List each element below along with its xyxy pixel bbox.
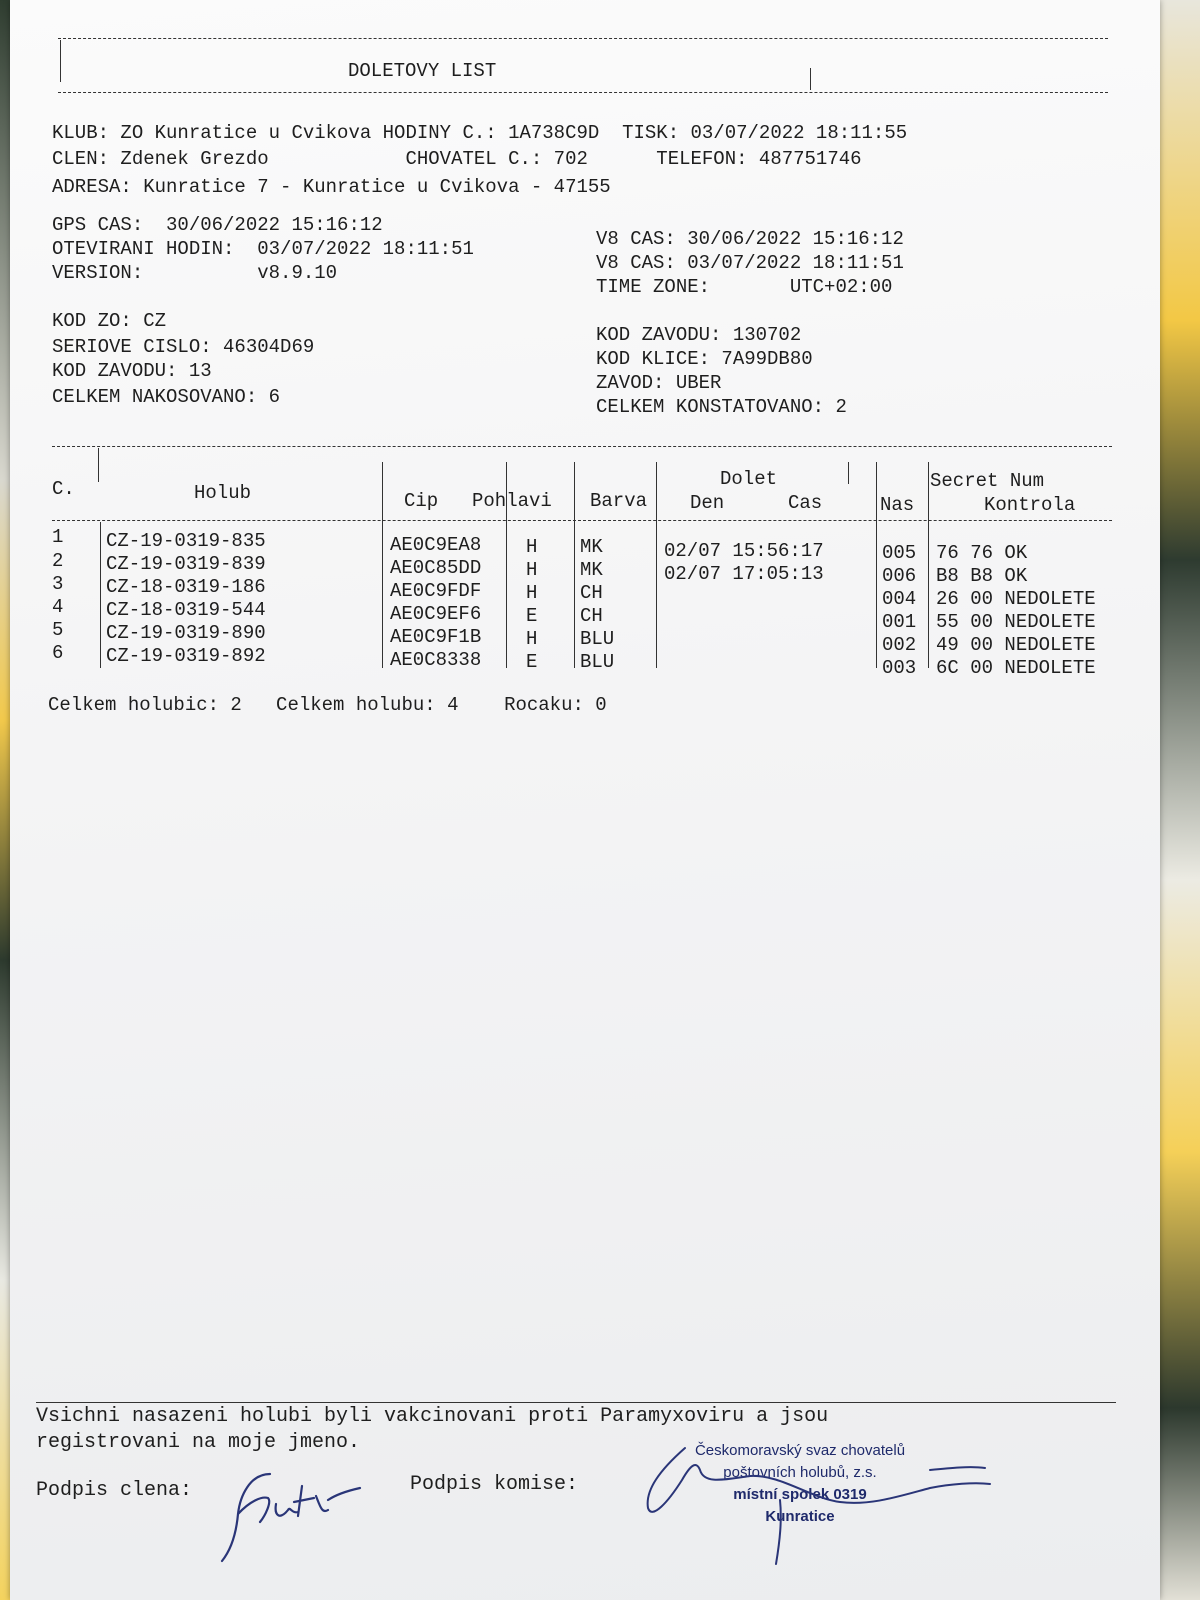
row-nas: 004 [882,588,917,610]
vaccination-statement-1: Vsichni nasazeni holubi byli vakcinovani proti Paramyxoviru a jsou [36,1405,829,1428]
commission-signature [630,1440,1030,1570]
time-zone: TIME ZONE: UTC+02:00 [596,276,893,298]
gps-cas: GPS CAS: 30/06/2022 15:16:12 [52,214,383,236]
stamp-line-3: místní spolek 0319 [733,1486,867,1503]
col-line-dolet [876,462,877,668]
paper-sheet [10,0,1160,1600]
zavod: ZAVOD: UBER [596,372,722,394]
header-cas: Cas [788,492,823,514]
col-line-holub [382,462,383,668]
header-pohlavi: Pohlavi [472,490,552,512]
row-dolet: 02/07 17:05:13 [664,563,824,585]
celkem-nakosovano: CELKEM NAKOSOVANO: 6 [52,386,281,408]
title-border-mark [810,68,811,90]
podpis-komise-label: Podpis komise: [410,1473,579,1496]
row-secret: 6C 00 NEDOLETE [936,657,1096,679]
kod-zavodu-right: KOD ZAVODU: 130702 [596,324,802,346]
row-nas: 002 [882,634,917,656]
v8-cas-1: V8 CAS: 30/06/2022 15:16:12 [596,228,904,250]
totals-line: Celkem holubic: 2 Celkem holubu: 4 Rocaku: 0 [48,694,607,716]
row-barva: MK [580,559,603,581]
table-border-top [52,446,1112,447]
row-holub: CZ-19-0319-892 [106,645,266,667]
col-line-c [100,522,101,668]
table-header-divider [52,520,1112,521]
row-holub: CZ-18-0319-544 [106,599,266,621]
background-right [1160,0,1200,1600]
col-line-dolet-header [848,462,849,484]
row-cip: AE0C9EF6 [390,603,482,625]
row-c: 5 [52,619,64,641]
row-secret: 76 76 OK [936,542,1028,564]
vaccination-statement-2: registrovani na moje jmeno. [36,1431,361,1454]
row-nas: 005 [882,542,917,564]
row-pohlavi: H [526,628,538,650]
row-barva: MK [580,536,603,558]
row-holub: CZ-19-0319-890 [106,622,266,644]
seriove-cislo: SERIOVE CISLO: 46304D69 [52,336,315,358]
row-cip: AE0C9EA8 [390,534,482,556]
row-pohlavi: E [526,605,538,627]
row-c: 4 [52,596,64,618]
header-holub: Holub [194,482,252,504]
col-line-c-header [98,448,99,482]
header-klub: KLUB: ZO Kunratice u Cvikova HODINY C.: 1A738C9D TISK: 03/07/2022 18:11:55 [52,122,908,144]
row-cip: AE0C85DD [390,557,482,579]
v8-cas-2: V8 CAS: 03/07/2022 18:11:51 [596,252,904,274]
row-nas: 006 [882,565,917,587]
row-c: 1 [52,526,64,548]
row-dolet: 02/07 15:56:17 [664,540,824,562]
row-cip: AE0C9F1B [390,626,482,648]
header-den: Den [690,492,725,514]
version: VERSION: v8.9.10 [52,262,338,284]
kod-zo: KOD ZO: CZ [52,310,167,332]
oteviranni-hodin: OTEVIRANI HODIN: 03/07/2022 18:11:51 [52,238,474,260]
row-c: 6 [52,642,64,664]
header-barva: Barva [590,490,648,512]
footer-rule [36,1402,1116,1403]
header-nas: Nas [880,494,915,516]
title-border-bottom [58,92,1108,93]
title-border-left [60,40,61,82]
row-pohlavi: E [526,651,538,673]
row-holub: CZ-19-0319-839 [106,553,266,575]
header-clen: CLEN: Zdenek Grezdo CHOVATEL C.: 702 TELEFON: 487751746 [52,148,862,170]
row-c: 3 [52,573,64,595]
row-c: 2 [52,550,64,572]
row-pohlavi: H [526,582,538,604]
header-c: C. [52,478,75,500]
col-line-pohlavi [574,462,575,668]
stamp-line-4: Kunratice [765,1508,835,1525]
celkem-konstatovano: CELKEM KONSTATOVANO: 2 [596,396,847,418]
kod-zavodu-left: KOD ZAVODU: 13 [52,360,212,382]
member-signature [210,1456,410,1566]
row-barva: CH [580,605,603,627]
header-adresa: ADRESA: Kunratice 7 - Kunratice u Cvikova - 47155 [52,176,611,198]
row-barva: BLU [580,651,615,673]
header-cip: Cip [404,490,439,512]
row-holub: CZ-18-0319-186 [106,576,266,598]
page-title: DOLETOVY LIST [348,60,497,82]
row-secret: 26 00 NEDOLETE [936,588,1096,610]
row-barva: BLU [580,628,615,650]
row-pohlavi: H [526,536,538,558]
row-cip: AE0C8338 [390,649,482,671]
podpis-clena-label: Podpis clena: [36,1479,193,1502]
col-line-nas [928,462,929,668]
row-cip: AE0C9FDF [390,580,482,602]
row-secret: 55 00 NEDOLETE [936,611,1096,633]
header-kontrola: Kontrola [984,494,1076,516]
kod-klice: KOD KLICE: 7A99DB80 [596,348,813,370]
col-line-barva [656,462,657,668]
row-holub: CZ-19-0319-835 [106,530,266,552]
row-secret: 49 00 NEDOLETE [936,634,1096,656]
row-nas: 003 [882,657,917,679]
row-secret: B8 B8 OK [936,565,1028,587]
row-pohlavi: H [526,559,538,581]
stamp-line-1: Českomoravský svaz chovatelů [694,1442,906,1459]
header-secret-num: Secret Num [930,470,1045,492]
header-dolet: Dolet [720,468,778,490]
row-barva: CH [580,582,603,604]
row-nas: 001 [882,611,917,633]
stamp-line-2: poštovních holubů, z.s. [723,1464,877,1481]
title-border-top [58,38,1108,39]
